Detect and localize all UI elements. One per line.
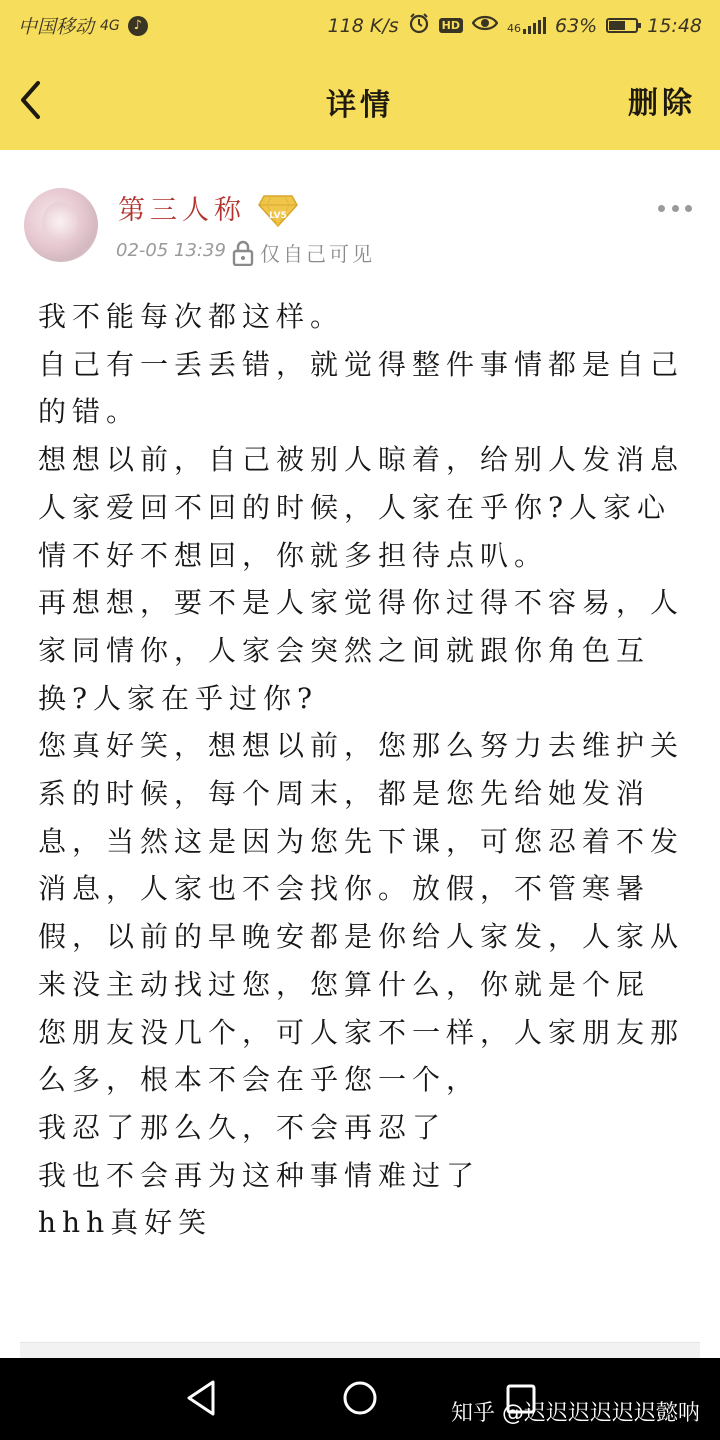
- post-paragraph: 您真好笑，想想以前，您那么努力去维护关系的时候，每个周末，都是您先给她发消息，当然这是因为您先下课，可您忍着不发消息，人家也不会找你。放假，不管寒暑假，以前的早晚安都是你给人家发，人家从来没主动找过您，您算什么，你就是个屁: [38, 729, 685, 1001]
- more-dot-icon: [672, 205, 679, 212]
- nav-bar: [0, 50, 720, 150]
- status-bar: [0, 0, 720, 50]
- delete-button[interactable]: 删除: [628, 86, 696, 121]
- post-paragraph: 再想想，要不是人家觉得你过得不容易，人家同情你，人家会突然之间就跟你角色互换?人家在乎过你?: [38, 586, 685, 715]
- post-paragraph: 我忍了那么久，不会再忍了: [38, 1110, 447, 1144]
- triangle-back-icon: [184, 1378, 218, 1418]
- status-right: [328, 12, 702, 39]
- eye-icon: [472, 14, 498, 37]
- system-back-button[interactable]: [184, 1378, 218, 1422]
- clock: 15:48: [647, 14, 702, 37]
- carrier-label: 中国移动: [18, 16, 95, 38]
- avatar[interactable]: [24, 188, 98, 262]
- status-left: [18, 12, 148, 39]
- visibility-status: [232, 238, 375, 267]
- circle-home-icon: [342, 1378, 378, 1418]
- signal-label: 46: [507, 21, 521, 35]
- post-paragraph: 想想以前，自己被别人晾着，给别人发消息人家爱回不回的时候，人家在乎你?人家心情不好不想回，你就多担待点叭。: [38, 443, 685, 572]
- post-body: [38, 293, 688, 1247]
- battery-percent: 63%: [555, 14, 598, 37]
- post-paragraph: 我也不会再为这种事情难过了: [38, 1158, 481, 1192]
- more-options-button[interactable]: [658, 196, 692, 220]
- more-dot-icon: [658, 205, 665, 212]
- alarm-icon: [408, 12, 430, 39]
- visibility-label: 仅自己可见: [260, 242, 375, 266]
- post-paragraph: 自己有一丢丢错，就觉得整件事情都是自己的错。: [38, 347, 685, 429]
- network-type: 4G: [100, 17, 120, 34]
- battery-fill: [609, 21, 625, 30]
- signal-icon: [523, 18, 546, 34]
- post-paragraph: 我不能每次都这样。: [38, 300, 345, 333]
- post-paragraph: 您朋友没几个，可人家不一样，人家朋友那么多，根本不会在乎您一个，: [38, 1015, 685, 1097]
- tiktok-icon: ♪: [128, 16, 148, 36]
- more-dot-icon: [685, 205, 692, 212]
- level-badge-text: LV5: [269, 211, 287, 221]
- network-speed: 118 K/s: [327, 14, 399, 37]
- hd-icon: HD: [439, 18, 463, 33]
- author-name[interactable]: 第三人称: [118, 195, 246, 226]
- zhihu-watermark: 知乎 @迟迟迟迟迟迟懿呐: [451, 1401, 700, 1426]
- system-nav-bar: [0, 1358, 720, 1440]
- lock-icon: [232, 240, 254, 266]
- post-paragraph: hhh真好笑: [38, 1206, 213, 1240]
- page-title: 详情: [326, 88, 394, 123]
- level-badge-icon: [258, 194, 298, 228]
- battery-icon: [606, 18, 638, 33]
- post-timestamp: 02-05 13:39: [116, 240, 226, 261]
- system-home-button[interactable]: [342, 1378, 378, 1422]
